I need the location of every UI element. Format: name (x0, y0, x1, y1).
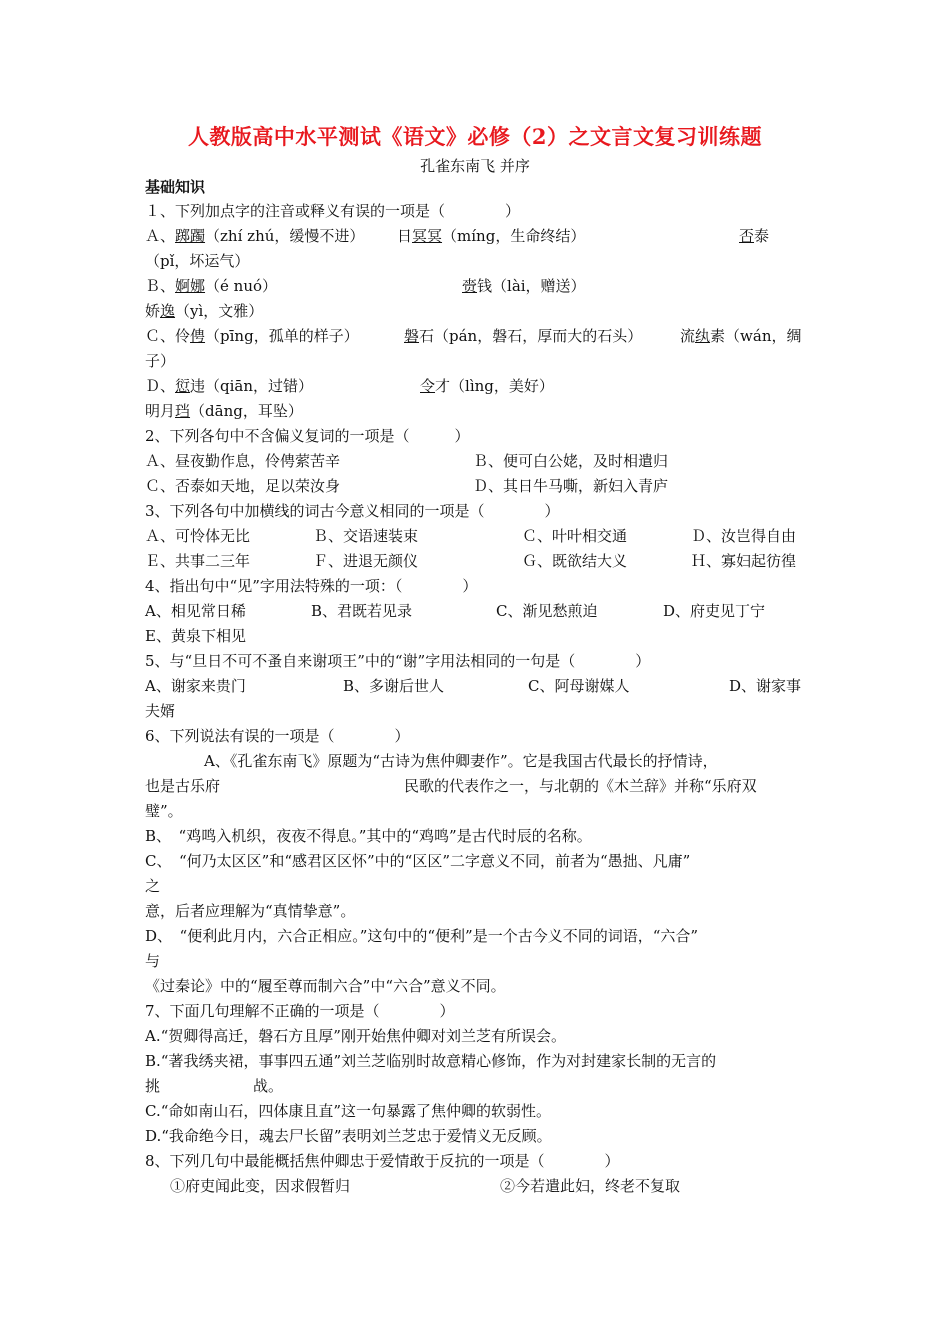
q6-option-a-line2-post: 民歌的代表作之一，与北朝的《木兰辞》并称“乐府双 (404, 777, 757, 795)
option-text: （zhí zhú，缓慢不进） (205, 227, 365, 245)
underlined-word: 冥冥 (412, 227, 443, 245)
q1-option-a (145, 226, 364, 246)
option-text: 违（qiān，过错） (190, 377, 314, 395)
option-text: （míng，生命终结） (442, 227, 586, 245)
q5-option-a: A、谢家来贵门 (145, 677, 246, 695)
option-text: （yì，文雅） (175, 302, 264, 320)
underlined-word: 纨 (695, 327, 711, 345)
underlined-word: 踯躅 (175, 227, 206, 245)
option-label: Ｂ、 (145, 277, 176, 295)
option-text: 素（wán，绸 (710, 327, 802, 345)
option-text: 明月 (145, 402, 176, 420)
q4-option-a: A、相见常日稀 (145, 602, 246, 620)
q4-option-d: D、府吏见丁宁 (663, 602, 766, 620)
q5-option-c: C、阿母谢媒人 (528, 677, 630, 695)
q2-option-c: Ｃ、否泰如天地，足以荣汝身 (145, 477, 341, 495)
q1-option-b (145, 276, 277, 296)
q7-option-b-line2-pre: 挑 (145, 1077, 161, 1095)
option-label: Ｄ、 (145, 377, 176, 395)
option-text: 才（lìng，美好） (435, 377, 554, 395)
q1-option-c-part2 (404, 326, 642, 346)
q3-option-g: Ｇ、既欲结大义 (522, 552, 628, 570)
q6-option-c-line3: 意，后者应理解为“真情挚意”。 (145, 902, 356, 920)
q3-option-e: Ｅ、共事二三年 (145, 552, 251, 570)
q4-option-e: E、黄泉下相见 (145, 627, 246, 645)
section-heading: 基础知识 (145, 178, 206, 196)
q7-option-b-line2-post: 战。 (253, 1077, 284, 1095)
option-text: （é nuó） (205, 277, 278, 295)
q1-option-b-cont (145, 301, 263, 321)
q8-option-1: ①府吏闻此变，因求假暂归 (170, 1177, 351, 1195)
underlined-word: 珰 (175, 402, 191, 420)
q2-option-d: Ｄ、其日牛马嘶，新妇入青庐 (473, 477, 669, 495)
q7-option-b-line1: B.“著我绣夹裙，事事四五通”刘兰芝临别时故意精心修饰，作为对封建家长制的无言的 (145, 1052, 717, 1070)
underlined-word: 愆 (175, 377, 191, 395)
q1-option-a-part3 (739, 226, 769, 246)
q4-option-c: C、渐见愁煎迫 (496, 602, 598, 620)
q1-option-a-cont: （pǐ，坏运气） (145, 252, 250, 270)
q6-option-c-line1: C、 “何乃太区区”和“感君区区怀”中的“区区”二字意义不同，前者为“愚拙、凡庸” (145, 852, 691, 870)
underlined-word: 婀娜 (175, 277, 206, 295)
q3-option-d: Ｄ、汝岂得自由 (691, 527, 797, 545)
q6-stem: 6、下列说法有误的一项是（ ） (145, 727, 410, 745)
underlined-word: 令 (420, 377, 436, 395)
q2-option-b: Ｂ、便可白公姥，及时相遣归 (473, 452, 669, 470)
q3-option-f: Ｆ、进退无颜仪 (313, 552, 419, 570)
q1-option-d-cont (145, 401, 303, 421)
q3-option-c: Ｃ、叶叶相交通 (522, 527, 628, 545)
q6-option-d-line1: D、 “便利此月内，六合正相应。”这句中的“便利”是一个古今义不同的词语，“六合” (145, 927, 699, 945)
document-subtitle: 孔雀东南飞 并序 (420, 157, 530, 175)
q7-option-a: A.“贺卿得高迁，磐石方且厚”刚开始焦仲卿对刘兰芝有所误会。 (145, 1027, 566, 1045)
q2-option-a: Ａ、昼夜勤作息，伶俜萦苦辛 (145, 452, 341, 470)
option-text: 泰 (754, 227, 770, 245)
q1-option-d-part2 (420, 376, 554, 396)
q5-option-b: B、多谢后世人 (343, 677, 445, 695)
option-text: 日 (397, 227, 413, 245)
q4-stem: 4、指出句中“见”字用法特殊的一项：（ ） (145, 577, 478, 595)
q3-option-b: Ｂ、交语速装束 (313, 527, 419, 545)
q5-option-d: D、谢家事 (729, 677, 802, 695)
q7-option-d: D.“我命绝今日，魂去尸长留”表明刘兰芝忠于爱情义无反顾。 (145, 1127, 552, 1145)
q5-stem: 5、与“旦日不可不蚤自来谢项王”中的“谢”字用法相同的一句是（ ） (145, 652, 651, 670)
q7-option-c: C.“命如南山石，四体康且直”这一句暴露了焦仲卿的软弱性。 (145, 1102, 552, 1120)
underlined-word: 俜 (190, 327, 206, 345)
q6-option-a-line3: 璧”。 (145, 802, 183, 820)
q1-option-c (145, 326, 359, 346)
option-text: 钱（lài，赠送） (477, 277, 586, 295)
q8-stem: 8、下列几句中最能概括焦仲卿忠于爱情敢于反抗的一项是（ ） (145, 1152, 620, 1170)
q1-option-a-part2 (397, 226, 585, 246)
q3-option-h: Ｈ、寡妇起彷徨 (691, 552, 797, 570)
q6-option-d-line3: 《过秦论》中的“履至尊而制六合”中“六合”意义不同。 (145, 977, 506, 995)
option-text: 流 (680, 327, 696, 345)
q2-stem: 2、下列各句中不含偏义复词的一项是（ ） (145, 427, 470, 445)
q1-option-c-part3 (680, 326, 801, 346)
q6-option-a-line2-pre: 也是古乐府 (145, 777, 221, 795)
option-text: 娇 (145, 302, 161, 320)
option-label: Ａ、 (145, 227, 176, 245)
option-text: 石（pán，磐石，厚而大的石头） (419, 327, 643, 345)
underlined-word: 否 (739, 227, 755, 245)
q5-option-d-cont: 夫婿 (145, 702, 176, 720)
q6-option-a-line1: A、《孔雀东南飞》原题为“古诗为焦仲卿妻作”。它是我国古代最长的抒情诗， (204, 752, 718, 770)
underlined-word: 磐 (404, 327, 420, 345)
q1-stem: １、下列加点字的注音或释义有误的一项是（ ） (145, 202, 521, 220)
q1-option-b-part2 (462, 276, 586, 296)
option-label: Ｃ、伶 (145, 327, 191, 345)
underlined-word: 赍 (462, 277, 478, 295)
q7-stem: 7、下面几句理解不正确的一项是（ ） (145, 1002, 455, 1020)
q1-option-c-cont: 子） (145, 352, 176, 370)
option-text: （pīng，孤单的样子） (205, 327, 359, 345)
q1-option-d (145, 376, 313, 396)
q6-option-d-line2: 与 (145, 952, 161, 970)
q8-option-2: ②今若遣此妇，终老不复取 (500, 1177, 681, 1195)
underlined-word: 逸 (160, 302, 176, 320)
document-title: 人教版高中水平测试《语文》必修（2）之文言文复习训练题 (187, 124, 763, 149)
q6-option-b: B、 “鸡鸣入机织，夜夜不得息。”其中的“鸡鸣”是古代时辰的名称。 (145, 827, 592, 845)
q6-option-c-line2: 之 (145, 877, 161, 895)
q3-option-a: Ａ、可怜体无比 (145, 527, 251, 545)
option-text: （dāng，耳坠） (190, 402, 303, 420)
q4-option-b: B、君既若见录 (311, 602, 413, 620)
q3-stem: 3、下列各句中加横线的词古今意义相同的一项是（ ） (145, 502, 560, 520)
